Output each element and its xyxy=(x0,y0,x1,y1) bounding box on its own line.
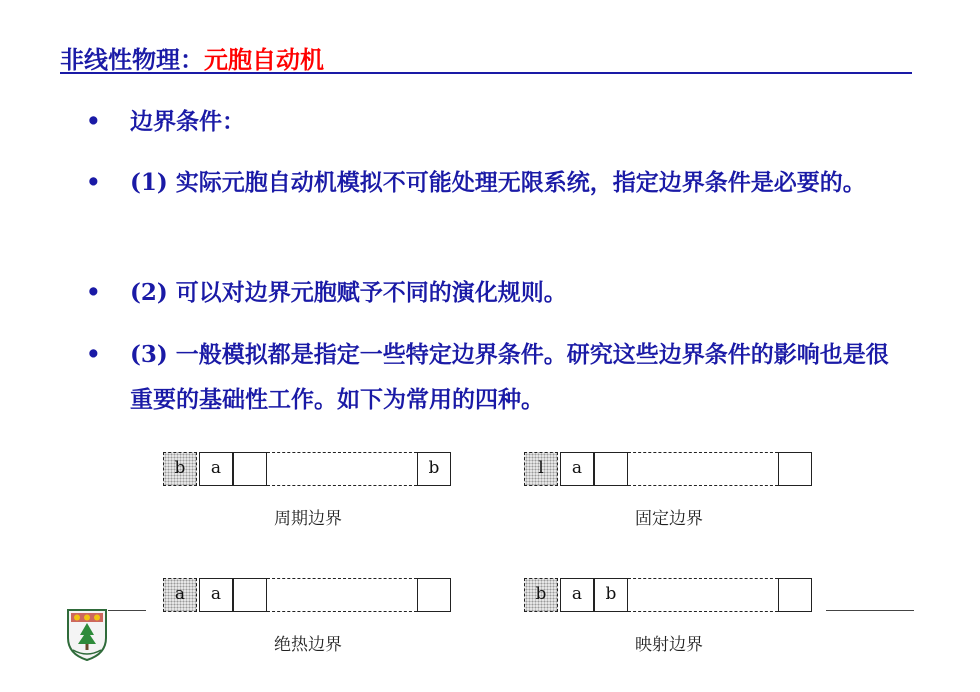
footer-divider-right xyxy=(826,610,914,611)
grid-cell: a xyxy=(199,578,233,612)
ghost-cell: l xyxy=(524,452,558,486)
bullet-marker: • xyxy=(86,169,101,196)
boundary-cell xyxy=(778,452,812,486)
bullet-item xyxy=(86,160,896,205)
footer-divider-left xyxy=(108,610,146,611)
grid-cell: b xyxy=(594,578,628,612)
diagram-caption: 周期边界 xyxy=(274,509,342,529)
ghost-cell: b xyxy=(524,578,558,612)
dashed-span xyxy=(267,452,417,486)
ghost-cell: b xyxy=(163,452,197,486)
page-title xyxy=(60,40,324,75)
boundary-cell: b xyxy=(417,452,451,486)
boundary-diagram-reflective xyxy=(524,578,824,655)
dashed-span xyxy=(267,578,417,612)
university-emblem-icon xyxy=(66,608,108,662)
grid-cell: a xyxy=(560,452,594,486)
grid-cell: a xyxy=(199,452,233,486)
bullet-item xyxy=(86,270,896,315)
diagram-caption: 固定边界 xyxy=(635,509,703,529)
grid-cell xyxy=(233,578,267,612)
title-accent: 元胞自动机 xyxy=(204,45,324,74)
bullet-text: (1) 实际元胞自动机模拟不可能处理无限系统，指定边界条件是必要的。 xyxy=(130,169,866,196)
title-divider xyxy=(60,72,912,74)
diagram-caption: 映射边界 xyxy=(635,635,703,655)
bullet-item xyxy=(86,332,896,422)
diagram-caption: 绝热边界 xyxy=(274,635,342,655)
bullet-marker: • xyxy=(86,341,101,368)
bullet-item xyxy=(86,99,896,144)
title-prefix: 非线性物理： xyxy=(60,45,204,74)
bullet-text: 边界条件： xyxy=(130,108,245,135)
bullet-marker: • xyxy=(86,279,101,306)
boundary-diagram-periodic xyxy=(163,452,463,529)
dashed-span xyxy=(628,578,778,612)
boundary-diagram-fixed xyxy=(524,452,824,529)
ghost-cell: a xyxy=(163,578,197,612)
bullet-marker: • xyxy=(86,108,101,135)
grid-cell xyxy=(233,452,267,486)
grid-cell xyxy=(594,452,628,486)
dashed-span xyxy=(628,452,778,486)
grid-cell: a xyxy=(560,578,594,612)
bullet-text: (3) 一般模拟都是指定一些特定边界条件。研究这些边界条件的影响也是很重要的基础性工作。如下为常用的四种。 xyxy=(130,341,889,413)
bullet-text: (2) 可以对边界元胞赋予不同的演化规则。 xyxy=(130,279,567,306)
boundary-cell xyxy=(778,578,812,612)
boundary-cell xyxy=(417,578,451,612)
boundary-diagram-adiabatic xyxy=(163,578,463,655)
